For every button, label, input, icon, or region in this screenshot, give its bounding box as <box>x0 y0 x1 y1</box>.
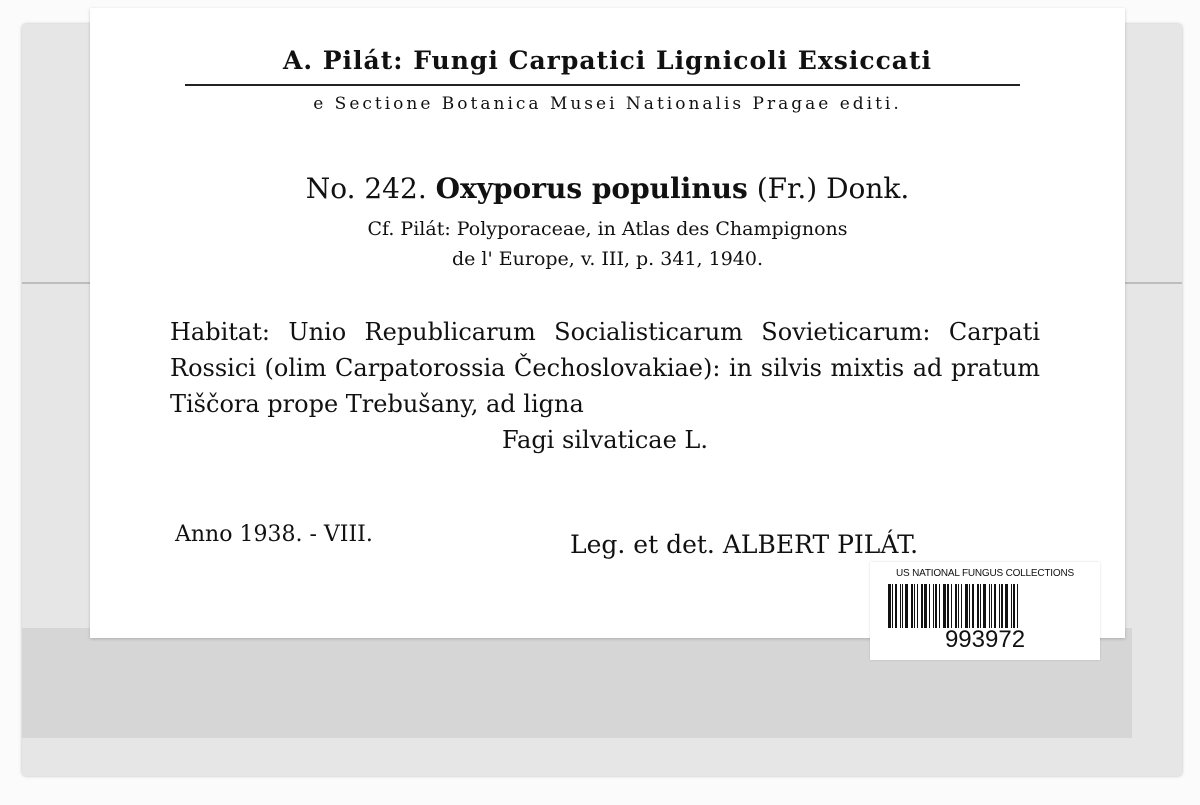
habitat-main: Habitat: Unio Republicarum Socialisticarum Sovieticarum: Carpati Rossici (olim Carpatorossia Čechoslovakiae): in silvis mixtis ad pratum Tiščora prope Trebušany, ad ligna <box>170 318 1040 418</box>
sticker-institution: US NATIONAL FUNGUS COLLECTIONS <box>896 568 1074 579</box>
barcode-sticker <box>870 562 1100 660</box>
habitat-text <box>170 314 1040 458</box>
collection-date: Anno 1938. - VIII. <box>175 522 373 547</box>
herbarium-label <box>90 8 1125 638</box>
series-title: A. Pilát: Fungi Carpatici Lignicoli Exsiccati <box>282 46 933 75</box>
reference-line-2: de l' Europe, v. III, p. 341, 1940. <box>451 248 764 270</box>
series-subtitle: e Sectione Botanica Musei Nationalis Pragae editi. <box>313 94 902 114</box>
taxon-authority: (Fr.) Donk. <box>756 172 910 205</box>
habitat-host: Fagi silvaticae L. <box>501 426 708 454</box>
specimen-headline <box>90 172 1125 205</box>
barcode-number: 993972 <box>944 626 1026 653</box>
reference-line-1: Cf. Pilát: Polyporaceae, in Atlas des Champignons <box>367 218 848 240</box>
specimen-number: No. 242. <box>305 172 427 205</box>
barcode-icon <box>888 584 1078 628</box>
title-rule <box>185 84 1020 86</box>
collector-line: Leg. et det. ALBERT PILÁT. <box>570 530 919 559</box>
taxon-name: Oxyporus populinus <box>435 172 748 205</box>
